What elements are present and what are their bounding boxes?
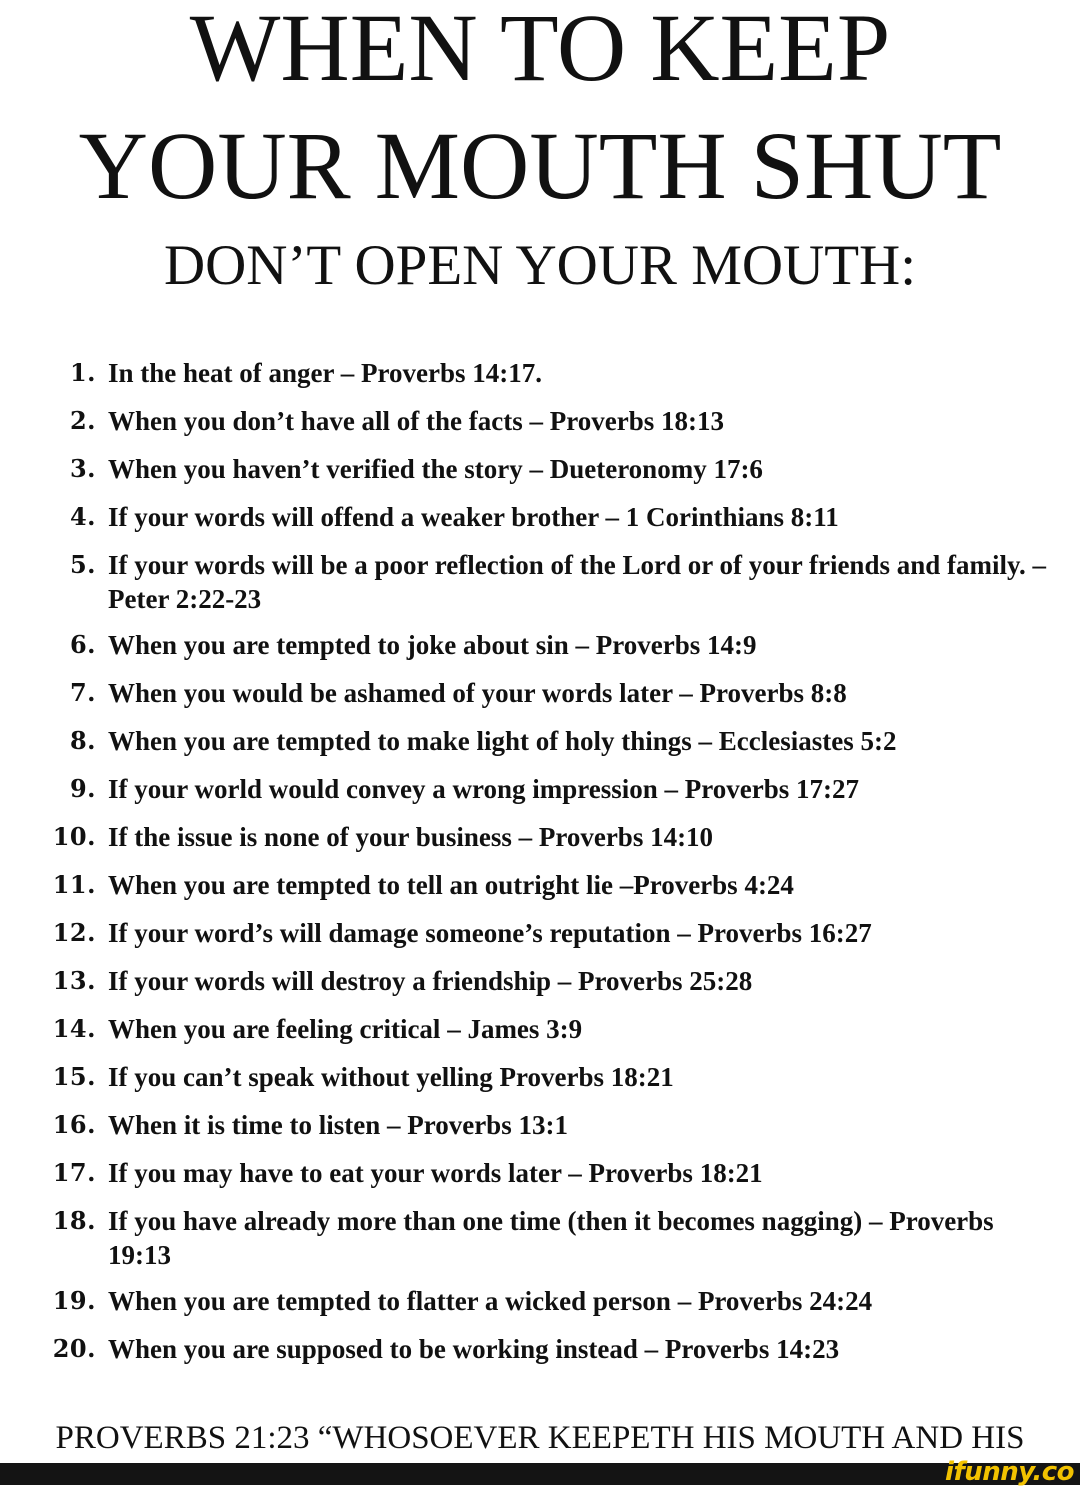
list-item-text: If your words will be a poor reflection of the Lord or of your friends and family. – Peter 2:22-23: [108, 550, 1046, 614]
list-item-number: 2.: [69, 406, 96, 435]
list-item-text: When you are tempted to make light of holy things – Ecclesiastes 5:2: [108, 726, 897, 756]
list-item-number: 20.: [52, 1334, 96, 1363]
list-item-text: If your words will destroy a friendship – Proverbs 25:28: [108, 966, 753, 996]
list-item-number: 1.: [69, 358, 96, 387]
list-item: [0, 1204, 1080, 1272]
bottom-bar: [0, 1457, 1080, 1487]
ifunny-watermark: ifunny.co: [945, 1457, 1074, 1487]
list-item: [0, 356, 1080, 390]
list-item-text: If you may have to eat your words later – Proverbs 18:21: [108, 1158, 763, 1188]
list-item-number: 5.: [69, 550, 96, 579]
list-item: [0, 1012, 1080, 1046]
list-item-text: When you would be ashamed of your words later – Proverbs 8:8: [108, 678, 847, 708]
list-item-text: When it is time to listen – Proverbs 13:1: [108, 1110, 568, 1140]
list-item: [0, 964, 1080, 998]
rules-list: [0, 356, 1080, 1380]
list-item-number: 16.: [52, 1110, 96, 1139]
list-item: [0, 1060, 1080, 1094]
list-item-text: When you are tempted to flatter a wicked person – Proverbs 24:24: [108, 1286, 873, 1316]
list-item: [0, 724, 1080, 758]
list-item-number: 13.: [52, 966, 96, 995]
list-item-number: 9.: [69, 774, 96, 803]
list-item-number: 8.: [69, 726, 96, 755]
list-item: [0, 772, 1080, 806]
list-item: [0, 404, 1080, 438]
list-item-text: If you can’t speak without yelling Proverbs 18:21: [108, 1062, 674, 1092]
list-item-text: If your word’s will damage someone’s reputation – Proverbs 16:27: [108, 918, 872, 948]
list-item-text: When you haven’t verified the story – Dueteronomy 17:6: [108, 454, 763, 484]
list-item-number: 19.: [52, 1286, 96, 1315]
list-item: [0, 868, 1080, 902]
list-item: [0, 452, 1080, 486]
list-item-number: 4.: [69, 502, 96, 531]
list-item-text: If you have already more than one time (then it becomes nagging) – Proverbs 19:13: [108, 1206, 994, 1270]
list-item: [0, 500, 1080, 534]
list-item-text: If the issue is none of your business – Proverbs 14:10: [108, 822, 714, 852]
list-item: [0, 548, 1080, 616]
list-item-text: When you are tempted to joke about sin – Proverbs 14:9: [108, 630, 757, 660]
list-item: [0, 1156, 1080, 1190]
list-item-number: 10.: [52, 822, 96, 851]
list-item: [0, 676, 1080, 710]
list-item-number: 12.: [52, 918, 96, 947]
list-item: [0, 628, 1080, 662]
page-title-line-1: WHEN TO KEEP: [189, 0, 891, 101]
page-title-line-2: YOUR MOUTH SHUT: [78, 112, 1002, 219]
list-item-number: 3.: [69, 454, 96, 483]
list-item-number: 7.: [69, 678, 96, 707]
list-item: [0, 1284, 1080, 1318]
footer-quote: PROVERBS 21:23 “WHOSOEVER KEEPETH HIS MOUTH AND HIS: [55, 1420, 1025, 1456]
list-item-text: When you are feeling critical – James 3:9: [108, 1014, 583, 1044]
list-item-number: 14.: [52, 1014, 96, 1043]
page-subtitle: DON’T OPEN YOUR MOUTH:: [163, 234, 917, 297]
list-item: [0, 1108, 1080, 1142]
list-item-text: If your world would convey a wrong impression – Proverbs 17:27: [108, 774, 860, 804]
list-item: [0, 1332, 1080, 1366]
list-item-text: When you are tempted to tell an outright lie –Proverbs 4:24: [108, 870, 794, 900]
list-item-number: 6.: [69, 630, 96, 659]
list-item: [0, 916, 1080, 950]
list-item-text: In the heat of anger – Proverbs 14:17.: [108, 358, 542, 388]
list-item-text: If your words will offend a weaker brother – 1 Corinthians 8:11: [108, 502, 839, 532]
list-item-number: 11.: [52, 870, 96, 899]
list-item: [0, 820, 1080, 854]
list-item-number: 15.: [52, 1062, 96, 1091]
list-item-text: When you are supposed to be working instead – Proverbs 14:23: [108, 1334, 840, 1364]
list-item-number: 17.: [52, 1158, 96, 1187]
list-item-text: When you don’t have all of the facts – Proverbs 18:13: [108, 406, 724, 436]
list-item-number: 18.: [52, 1206, 96, 1235]
